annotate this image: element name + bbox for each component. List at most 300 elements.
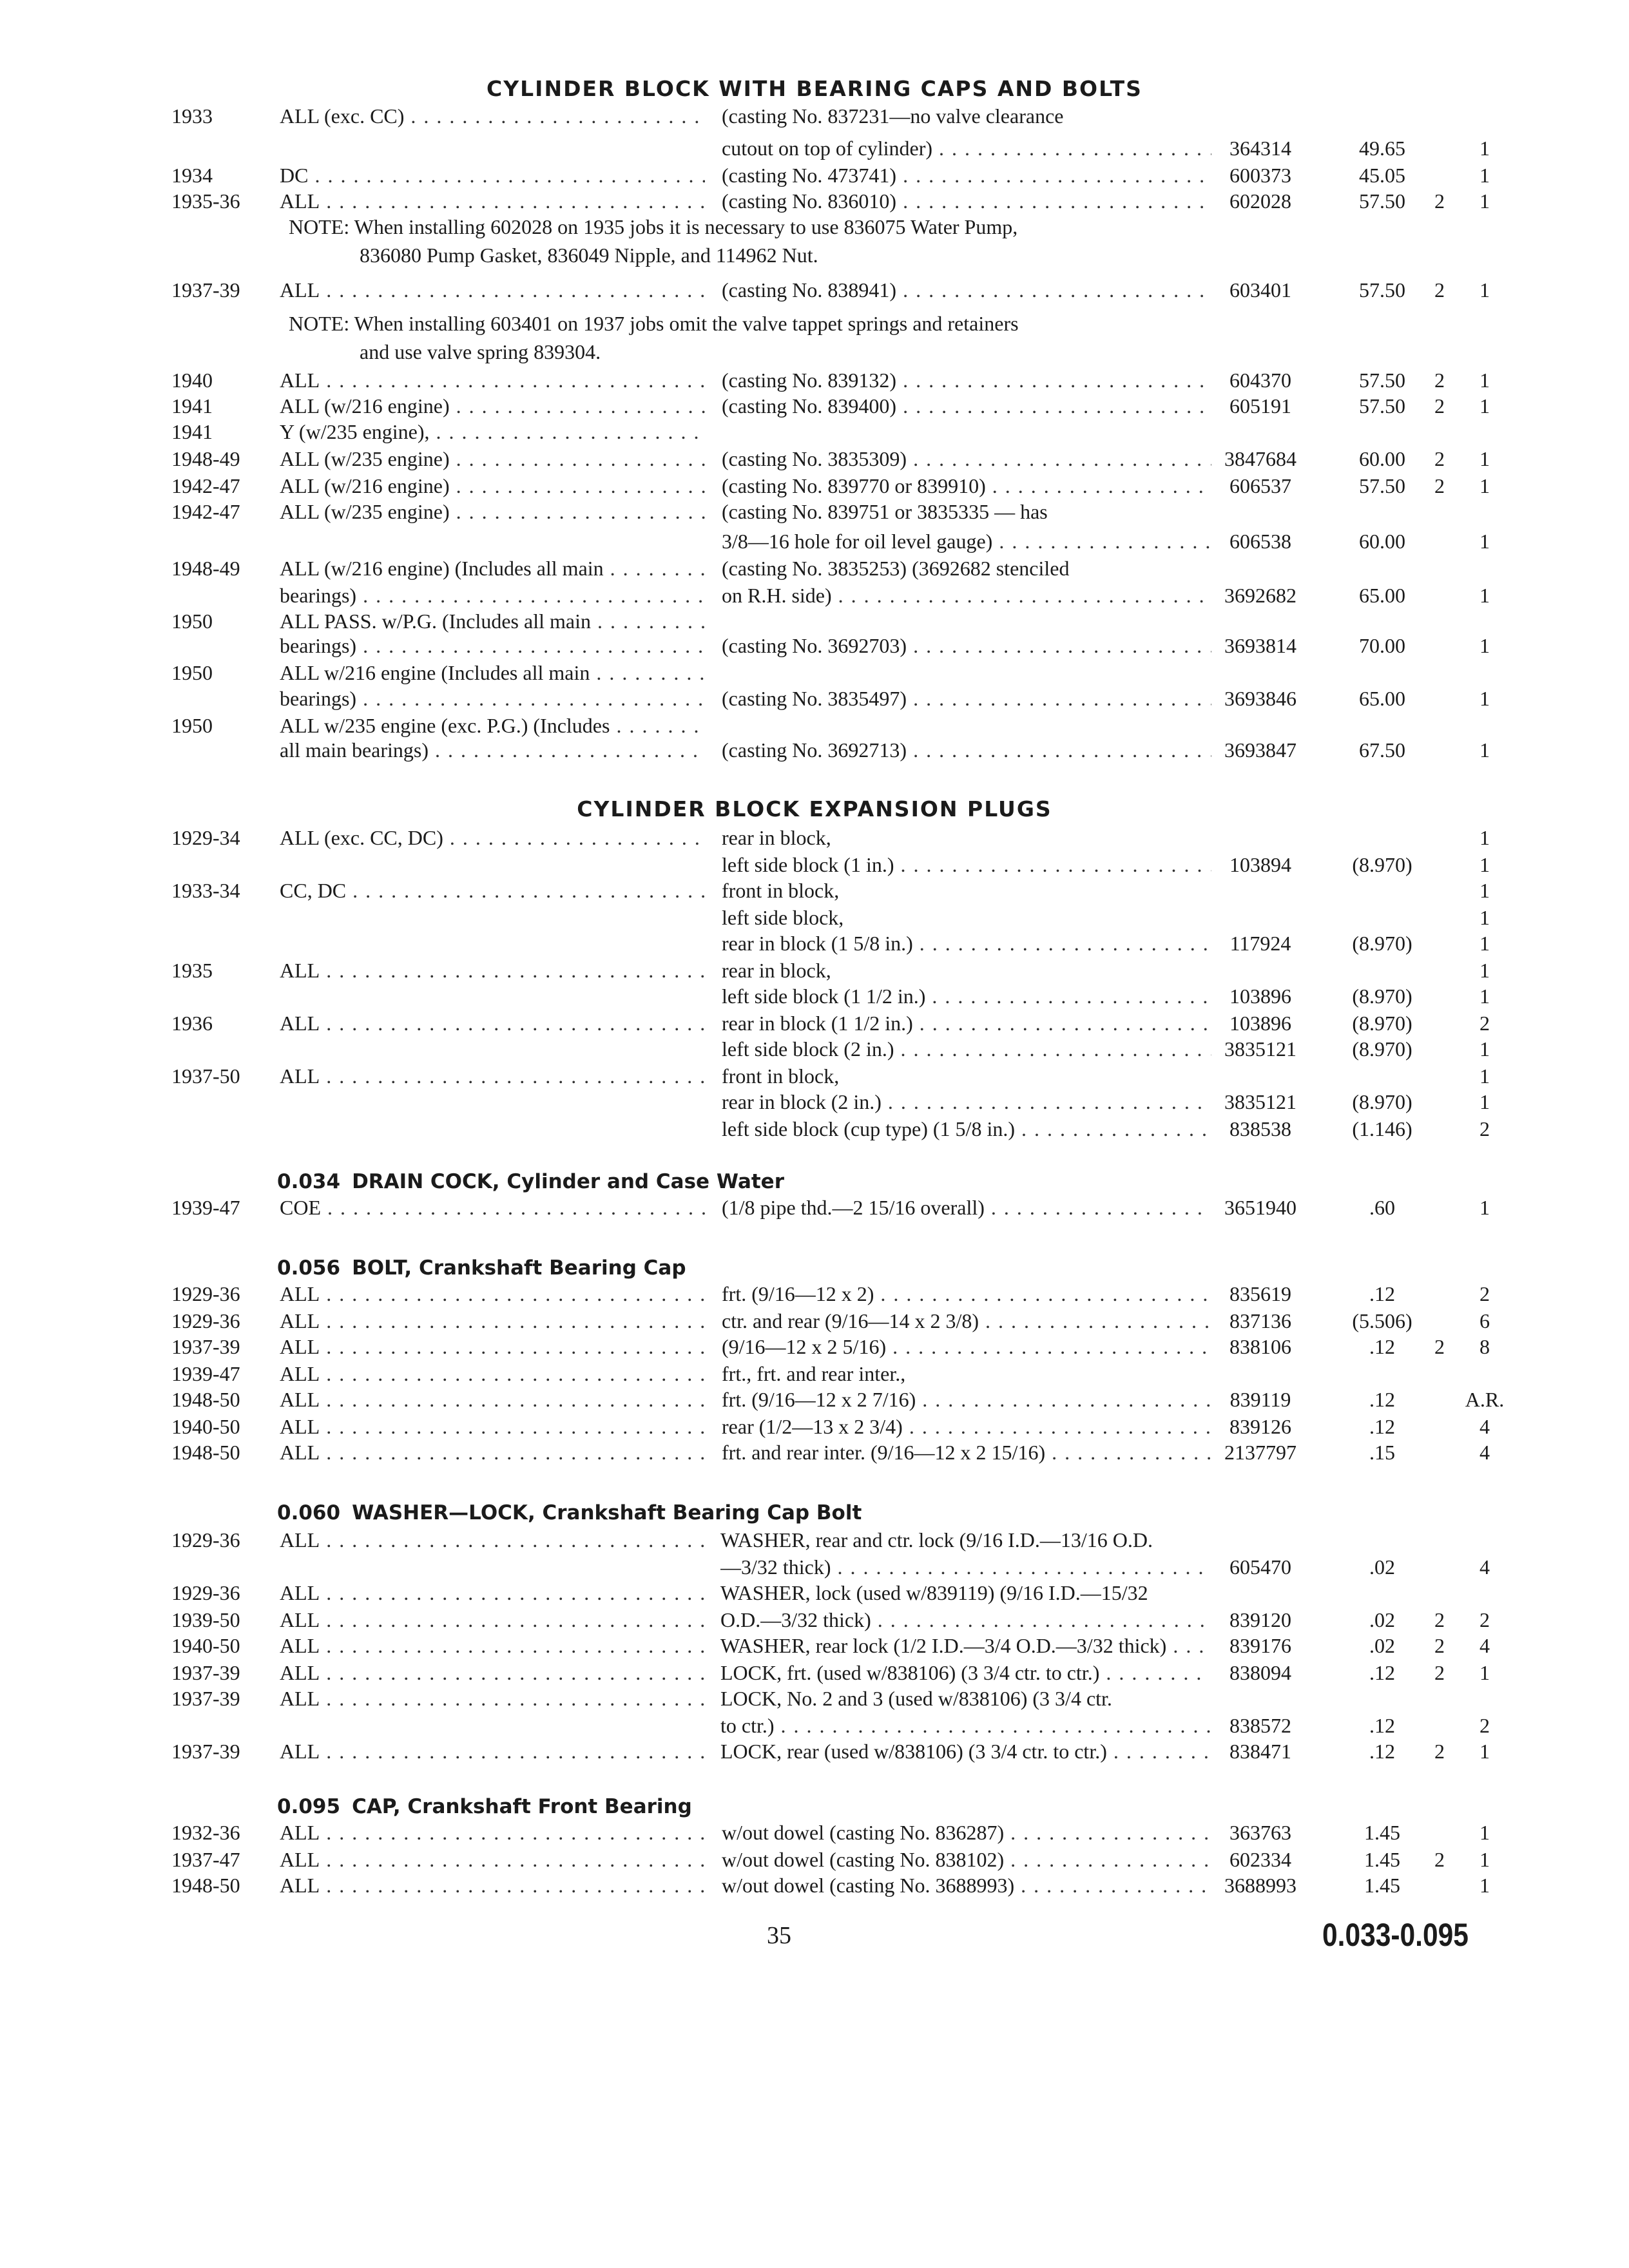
page-range: 0.033-0.095 <box>1322 1917 1469 1953</box>
model-cell: ALL (w/235 engine) . . . <box>280 497 705 526</box>
table-row <box>0 876 1629 905</box>
note-line: 836080 Pump Gasket, 836049 Nipple, and 114962 Nut. <box>360 244 818 267</box>
year-cell: 1929-36 <box>171 1282 240 1305</box>
price-cell: 57.50 <box>1359 369 1405 392</box>
description-cell: left side block, <box>722 906 844 929</box>
year-cell: 1950 <box>171 610 213 633</box>
part-number-cell: 103896 <box>1229 985 1291 1008</box>
price-cell: (8.970) <box>1352 985 1412 1008</box>
model-cell: ALL (w/235 engine) . . . <box>280 445 705 473</box>
group-title: WASHER—LOCK, Crankshaft Bearing Cap Bolt <box>352 1501 862 1524</box>
description-cell: WASHER, rear and ctr. lock (9/16 I.D.—13/16 O.D. <box>720 1528 1153 1552</box>
part-number-cell: 839176 <box>1229 1634 1291 1657</box>
part-number-cell: 103896 <box>1229 1012 1291 1035</box>
description-cell: (casting No. 839770 or 839910) . . . <box>722 472 1211 500</box>
group-number: 0.056 <box>277 1256 341 1280</box>
part-number-cell: 838471 <box>1229 1740 1291 1763</box>
year-cell: 1929-36 <box>171 1581 240 1604</box>
model-cell: CC, DC . . . <box>280 876 705 905</box>
count-cell: 2 <box>1434 278 1445 302</box>
description-cell: (casting No. 837231—no valve clearance <box>722 104 1064 128</box>
table-row <box>0 134 1629 162</box>
year-cell: 1940-50 <box>171 1634 240 1657</box>
description-cell: (casting No. 3835309) . . . <box>722 445 1211 473</box>
part-number-cell: 838538 <box>1229 1117 1291 1140</box>
table-row <box>0 736 1629 764</box>
model-cell: ALL . . . <box>280 1684 705 1713</box>
year-cell: 1948-49 <box>171 447 240 470</box>
price-cell: (8.970) <box>1352 1037 1412 1061</box>
quantity-cell: 1 <box>1480 1821 1490 1844</box>
year-cell: 1939-50 <box>171 1608 240 1631</box>
description-cell: —3/32 thick) . . . <box>720 1553 1210 1581</box>
table-row <box>0 276 1629 304</box>
year-cell: 1948-49 <box>171 557 240 580</box>
note-line: and use valve spring 839304. <box>360 340 601 363</box>
price-cell: 60.00 <box>1359 447 1405 470</box>
model-cell: DC . . . <box>280 161 705 189</box>
table-row <box>0 418 1629 446</box>
model-cell: ALL . . . <box>280 1438 705 1466</box>
note-603401 <box>289 309 1223 366</box>
price-cell: (8.970) <box>1352 1090 1412 1113</box>
model-cell: ALL PASS. w/P.G. (Includes all main . . . <box>280 607 705 635</box>
part-number-cell: 835619 <box>1229 1282 1291 1305</box>
model-cell: ALL . . . <box>280 1526 705 1554</box>
table-row <box>0 1438 1629 1466</box>
description-cell: O.D.—3/32 thick) . . . <box>720 1606 1210 1634</box>
year-cell: 1948-50 <box>171 1441 240 1464</box>
quantity-cell: 1 <box>1480 447 1490 470</box>
year-cell: 1936 <box>171 1012 213 1035</box>
quantity-cell: 2 <box>1480 1608 1490 1631</box>
count-cell: 2 <box>1434 1335 1445 1358</box>
quantity-cell: 1 <box>1480 634 1490 657</box>
section-head-bolt <box>277 1256 686 1280</box>
table-row <box>0 1631 1629 1660</box>
quantity-cell: 1 <box>1480 369 1490 392</box>
price-cell: 57.50 <box>1359 394 1405 418</box>
table-row <box>0 1035 1629 1063</box>
table-row <box>0 1737 1629 1765</box>
year-cell: 1937-39 <box>171 1687 240 1710</box>
description-cell: frt. (9/16—12 x 2 7/16) . . . <box>722 1385 1211 1414</box>
part-number-cell: 3835121 <box>1224 1037 1296 1061</box>
section-head-drain-cock <box>277 1170 784 1193</box>
part-number-cell: 3692682 <box>1224 584 1296 607</box>
part-number-cell: 364314 <box>1229 137 1291 160</box>
model-cell: ALL . . . <box>280 1385 705 1414</box>
table-row <box>0 187 1629 215</box>
table-row <box>0 1062 1629 1090</box>
group-title: BOLT, Crankshaft Bearing Cap <box>352 1256 686 1280</box>
part-number-cell: 600373 <box>1229 164 1291 187</box>
part-number-cell: 3835121 <box>1224 1090 1296 1113</box>
description-cell: left side block (1 1/2 in.) . . . <box>722 982 1211 1010</box>
price-cell: 60.00 <box>1359 530 1405 553</box>
description-cell: frt. and rear inter. (9/16—12 x 2 15/16) . . . <box>722 1438 1211 1466</box>
quantity-cell: 1 <box>1480 1196 1490 1219</box>
part-number-cell: 838572 <box>1229 1714 1291 1737</box>
table-row <box>0 1115 1629 1143</box>
description-cell: to ctr.) . . . <box>720 1711 1210 1740</box>
model-cell: ALL . . . <box>280 1579 705 1607</box>
description-cell: rear in block, <box>722 826 831 849</box>
price-cell: 65.00 <box>1359 687 1405 710</box>
model-cell: ALL . . . <box>280 187 705 215</box>
table-row <box>0 982 1629 1010</box>
year-cell: 1935-36 <box>171 189 240 213</box>
year-cell: 1929-34 <box>171 826 240 849</box>
description-cell: (casting No. 3835253) (3692682 stenciled <box>722 557 1070 580</box>
price-cell: 70.00 <box>1359 634 1405 657</box>
model-cell: ALL (w/216 engine) (Includes all main . . . <box>280 554 705 582</box>
part-number-cell: 837136 <box>1229 1309 1291 1332</box>
group-number: 0.034 <box>277 1170 341 1193</box>
year-cell: 1937-47 <box>171 1848 240 1871</box>
table-row <box>0 631 1629 660</box>
description-cell: frt., frt. and rear inter., <box>722 1362 906 1385</box>
group-number: 0.060 <box>277 1501 341 1524</box>
year-cell: 1950 <box>171 714 213 737</box>
quantity-cell: 1 <box>1480 738 1490 762</box>
price-cell: 57.50 <box>1359 278 1405 302</box>
price-cell: 45.05 <box>1359 164 1405 187</box>
model-cell: ALL (exc. CC, DC) . . . <box>280 823 705 852</box>
quantity-cell: 1 <box>1480 879 1490 902</box>
year-cell: 1940-50 <box>171 1415 240 1438</box>
year-cell: 1935 <box>171 959 213 982</box>
price-cell: 65.00 <box>1359 584 1405 607</box>
table-row <box>0 1193 1629 1222</box>
count-cell: 2 <box>1434 369 1445 392</box>
part-number-cell: 3693847 <box>1224 738 1296 762</box>
quantity-cell: 1 <box>1480 932 1490 955</box>
table-row <box>0 1553 1629 1581</box>
table-row <box>0 1412 1629 1441</box>
quantity-cell: 6 <box>1480 1309 1490 1332</box>
quantity-cell: 1 <box>1480 906 1490 929</box>
part-number-cell: 839120 <box>1229 1608 1291 1631</box>
table-row <box>0 1818 1629 1847</box>
part-number-cell: 2137797 <box>1224 1441 1296 1464</box>
part-number-cell: 602028 <box>1229 189 1291 213</box>
part-number-cell: 605191 <box>1229 394 1291 418</box>
price-cell: .12 <box>1369 1335 1395 1358</box>
part-number-cell: 602334 <box>1229 1848 1291 1871</box>
table-row <box>0 850 1629 879</box>
description-cell: (casting No. 839751 or 3835335 — has <box>722 500 1048 523</box>
quantity-cell: 1 <box>1480 985 1490 1008</box>
quantity-cell: 4 <box>1480 1415 1490 1438</box>
table-row <box>0 929 1629 957</box>
table-row <box>0 684 1629 713</box>
quantity-cell: 2 <box>1480 1117 1490 1140</box>
description-cell: LOCK, frt. (used w/838106) (3 3/4 ctr. to ctr.) . . . <box>720 1658 1210 1687</box>
model-cell: ALL . . . <box>280 366 705 394</box>
model-cell: ALL (w/216 engine) . . . <box>280 472 705 500</box>
part-number-cell: 3688993 <box>1224 1874 1296 1897</box>
quantity-cell: 1 <box>1480 1661 1490 1684</box>
description-cell: rear in block (2 in.) . . . <box>722 1088 1211 1116</box>
model-cell: Y (w/235 engine), . . . <box>280 418 705 446</box>
group-title: CAP, Crankshaft Front Bearing <box>352 1795 692 1818</box>
year-cell: 1939-47 <box>171 1196 240 1219</box>
model-cell: ALL . . . <box>280 1737 705 1765</box>
description-cell: front in block, <box>722 879 840 902</box>
year-cell: 1941 <box>171 420 213 443</box>
quantity-cell: 4 <box>1480 1634 1490 1657</box>
year-cell: 1942-47 <box>171 500 240 523</box>
part-number-cell: 3847684 <box>1224 447 1296 470</box>
table-row <box>0 581 1629 610</box>
model-cell: ALL . . . <box>280 1845 705 1874</box>
description-cell: (casting No. 839132) . . . <box>722 366 1211 394</box>
note-line: NOTE: When installing 603401 on 1937 jobs omit the valve tappet springs and retainers <box>289 312 1019 335</box>
model-cell: ALL . . . <box>280 1871 705 1899</box>
table-row <box>0 1711 1629 1740</box>
price-cell: 57.50 <box>1359 189 1405 213</box>
year-cell: 1933 <box>171 104 213 128</box>
price-cell: .12 <box>1369 1661 1395 1684</box>
price-cell: (8.970) <box>1352 853 1412 876</box>
year-cell: 1937-50 <box>171 1064 240 1088</box>
description-cell: rear (1/2—13 x 2 3/4) . . . <box>722 1412 1211 1441</box>
quantity-cell: 1 <box>1480 959 1490 982</box>
table-row <box>0 1332 1629 1361</box>
description-cell: (casting No. 3692713) . . . <box>722 736 1211 764</box>
table-row <box>0 1684 1629 1713</box>
price-cell: (5.506) <box>1352 1309 1412 1332</box>
table-row <box>0 527 1629 555</box>
description-cell: left side block (2 in.) . . . <box>722 1035 1211 1063</box>
quantity-cell: 1 <box>1480 1740 1490 1763</box>
description-cell: w/out dowel (casting No. 838102) . . . <box>722 1845 1211 1874</box>
quantity-cell: 1 <box>1480 1064 1490 1088</box>
count-cell: 2 <box>1434 1608 1445 1631</box>
description-cell: left side block (1 in.) . . . <box>722 850 1211 879</box>
description-cell: WASHER, rear lock (1/2 I.D.—3/4 O.D.—3/32 thick) . . . <box>720 1631 1210 1660</box>
quantity-cell: 2 <box>1480 1012 1490 1035</box>
year-cell: 1937-39 <box>171 278 240 302</box>
description-cell: left side block (cup type) (1 5/8 in.) . . . <box>722 1115 1211 1143</box>
quantity-cell: 4 <box>1480 1441 1490 1464</box>
table-row <box>0 1658 1629 1687</box>
note-line: NOTE: When installing 602028 on 1935 jobs it is necessary to use 836075 Water Pump, <box>289 215 1018 238</box>
description-cell: w/out dowel (casting No. 3688993) . . . <box>722 1871 1211 1899</box>
section-head-washer <box>277 1501 862 1524</box>
part-number-cell: 363763 <box>1229 1821 1291 1844</box>
price-cell: 1.45 <box>1364 1848 1400 1871</box>
price-cell: 1.45 <box>1364 1821 1400 1844</box>
quantity-cell: 1 <box>1480 1037 1490 1061</box>
quantity-cell: 1 <box>1480 394 1490 418</box>
price-cell: .02 <box>1369 1634 1395 1657</box>
model-cell: bearings) . . . <box>280 684 705 713</box>
price-cell: .12 <box>1369 1388 1395 1411</box>
quantity-cell: 1 <box>1480 474 1490 497</box>
part-number-cell: 117924 <box>1229 932 1291 955</box>
price-cell: .15 <box>1369 1441 1395 1464</box>
model-cell: ALL . . . <box>280 1280 705 1308</box>
table-row <box>0 1280 1629 1308</box>
quantity-cell: 4 <box>1480 1555 1490 1579</box>
model-cell: ALL . . . <box>280 276 705 304</box>
table-row <box>0 472 1629 500</box>
quantity-cell: 1 <box>1480 1874 1490 1897</box>
part-number-cell: 838106 <box>1229 1335 1291 1358</box>
model-cell: ALL (exc. CC) . . . <box>280 102 705 130</box>
quantity-cell: 1 <box>1480 853 1490 876</box>
quantity-cell: 1 <box>1480 1848 1490 1871</box>
description-cell: w/out dowel (casting No. 836287) . . . <box>722 1818 1211 1847</box>
quantity-cell: 1 <box>1480 278 1490 302</box>
quantity-cell: 1 <box>1480 164 1490 187</box>
table-row <box>0 1360 1629 1388</box>
model-cell: ALL . . . <box>280 1818 705 1847</box>
count-cell: 2 <box>1434 1661 1445 1684</box>
section-head-cap <box>277 1795 692 1818</box>
description-cell: (1/8 pipe thd.—2 15/16 overall) . . . <box>722 1193 1211 1222</box>
part-number-cell: 103894 <box>1229 853 1291 876</box>
price-cell: .02 <box>1369 1608 1395 1631</box>
model-cell: bearings) . . . <box>280 581 705 610</box>
price-cell: 57.50 <box>1359 474 1405 497</box>
year-cell: 1939-47 <box>171 1362 240 1385</box>
description-cell: 3/8—16 hole for oil level gauge) . . . <box>722 527 1211 555</box>
price-cell: .02 <box>1369 1555 1395 1579</box>
price-cell: (1.146) <box>1352 1117 1412 1140</box>
description-cell: (9/16—12 x 2 5/16) . . . <box>722 1332 1211 1361</box>
model-cell: ALL . . . <box>280 1658 705 1687</box>
description-cell: cutout on top of cylinder) . . . <box>722 134 1211 162</box>
part-number-cell: 606537 <box>1229 474 1291 497</box>
table-row <box>0 366 1629 394</box>
year-cell: 1950 <box>171 661 213 684</box>
count-cell: 2 <box>1434 394 1445 418</box>
model-cell: COE . . . <box>280 1193 705 1222</box>
note-602028 <box>289 213 1223 269</box>
price-cell: .60 <box>1369 1196 1395 1219</box>
part-number-cell: 603401 <box>1229 278 1291 302</box>
table-row <box>0 956 1629 985</box>
table-row <box>0 1088 1629 1116</box>
table-row <box>0 823 1629 852</box>
model-cell: ALL . . . <box>280 1009 705 1037</box>
quantity-cell: 1 <box>1480 1090 1490 1113</box>
price-cell: .12 <box>1369 1282 1395 1305</box>
description-cell: frt. (9/16—12 x 2) . . . <box>722 1280 1211 1308</box>
year-cell: 1940 <box>171 369 213 392</box>
count-cell: 2 <box>1434 474 1445 497</box>
part-number-cell: 605470 <box>1229 1555 1291 1579</box>
model-cell: ALL (w/216 engine) . . . <box>280 392 705 420</box>
quantity-cell: 8 <box>1480 1335 1490 1358</box>
quantity-cell: 1 <box>1480 687 1490 710</box>
model-cell: ALL w/235 engine (exc. P.G.) (Includes . . . <box>280 711 705 740</box>
table-row <box>0 1579 1629 1607</box>
price-cell: (8.970) <box>1352 932 1412 955</box>
year-cell: 1933-34 <box>171 879 240 902</box>
year-cell: 1937-39 <box>171 1661 240 1684</box>
quantity-cell: 2 <box>1480 1282 1490 1305</box>
price-cell: 49.65 <box>1359 137 1405 160</box>
description-cell: LOCK, rear (used w/838106) (3 3/4 ctr. to ctr.) . . . <box>720 1737 1210 1765</box>
quantity-cell: 1 <box>1480 189 1490 213</box>
year-cell: 1929-36 <box>171 1309 240 1332</box>
model-cell: ALL . . . <box>280 956 705 985</box>
model-cell: ALL . . . <box>280 1307 705 1335</box>
quantity-cell: 1 <box>1480 137 1490 160</box>
model-cell: ALL . . . <box>280 1606 705 1634</box>
year-cell: 1937-39 <box>171 1335 240 1358</box>
year-cell: 1937-39 <box>171 1740 240 1763</box>
model-cell: ALL . . . <box>280 1412 705 1441</box>
model-cell: all main bearings) . . . <box>280 736 705 764</box>
year-cell: 1948-50 <box>171 1874 240 1897</box>
model-cell: ALL . . . <box>280 1332 705 1361</box>
description-cell: rear in block (1 5/8 in.) . . . <box>722 929 1211 957</box>
description-cell: rear in block (1 1/2 in.) . . . <box>722 1009 1211 1037</box>
price-cell: .12 <box>1369 1714 1395 1737</box>
description-cell: on R.H. side) . . . <box>722 581 1211 610</box>
part-number-cell: 3693814 <box>1224 634 1296 657</box>
part-number-cell: 3651940 <box>1224 1196 1296 1219</box>
table-row <box>0 1526 1629 1554</box>
description-cell: (casting No. 836010) . . . <box>722 187 1211 215</box>
description-cell: (casting No. 3835497) . . . <box>722 684 1211 713</box>
table-row <box>0 658 1629 687</box>
year-cell: 1929-36 <box>171 1528 240 1552</box>
page-number: 35 <box>767 1922 791 1949</box>
part-number-cell: 604370 <box>1229 369 1291 392</box>
quantity-cell: 1 <box>1480 584 1490 607</box>
year-cell: 1942-47 <box>171 474 240 497</box>
year-cell: 1941 <box>171 394 213 418</box>
description-cell: LOCK, No. 2 and 3 (used w/838106) (3 3/4 ctr. <box>720 1687 1112 1710</box>
section-title-cylinder-block: CYLINDER BLOCK WITH BEARING CAPS AND BOLTS <box>487 76 1142 101</box>
description-cell: (casting No. 839400) . . . <box>722 392 1211 420</box>
table-row <box>0 1871 1629 1899</box>
table-row <box>0 1845 1629 1874</box>
part-number-cell: 3693846 <box>1224 687 1296 710</box>
model-cell: bearings) . . . <box>280 631 705 660</box>
table-row <box>0 903 1629 932</box>
year-cell: 1932-36 <box>171 1821 240 1844</box>
part-number-cell: 839119 <box>1229 1388 1291 1411</box>
description-cell: ctr. and rear (9/16—14 x 2 3/8) . . . <box>722 1307 1211 1335</box>
price-cell: 1.45 <box>1364 1874 1400 1897</box>
model-cell: ALL w/216 engine (Includes all main . . . <box>280 658 705 687</box>
part-number-cell: 839126 <box>1229 1415 1291 1438</box>
table-row <box>0 497 1629 526</box>
price-cell: 67.50 <box>1359 738 1405 762</box>
table-row <box>0 392 1629 420</box>
table-row <box>0 1009 1629 1037</box>
table-row <box>0 1606 1629 1634</box>
quantity-cell: 1 <box>1480 826 1490 849</box>
count-cell: 2 <box>1434 1634 1445 1657</box>
quantity-cell: 2 <box>1480 1714 1490 1737</box>
model-cell: ALL . . . <box>280 1360 705 1388</box>
description-cell: (casting No. 838941) . . . <box>722 276 1211 304</box>
table-row <box>0 1385 1629 1414</box>
price-cell: .12 <box>1369 1740 1395 1763</box>
table-row <box>0 554 1629 582</box>
description-cell: (casting No. 3692703) . . . <box>722 631 1211 660</box>
price-cell: .12 <box>1369 1415 1395 1438</box>
year-cell: 1948-50 <box>171 1388 240 1411</box>
